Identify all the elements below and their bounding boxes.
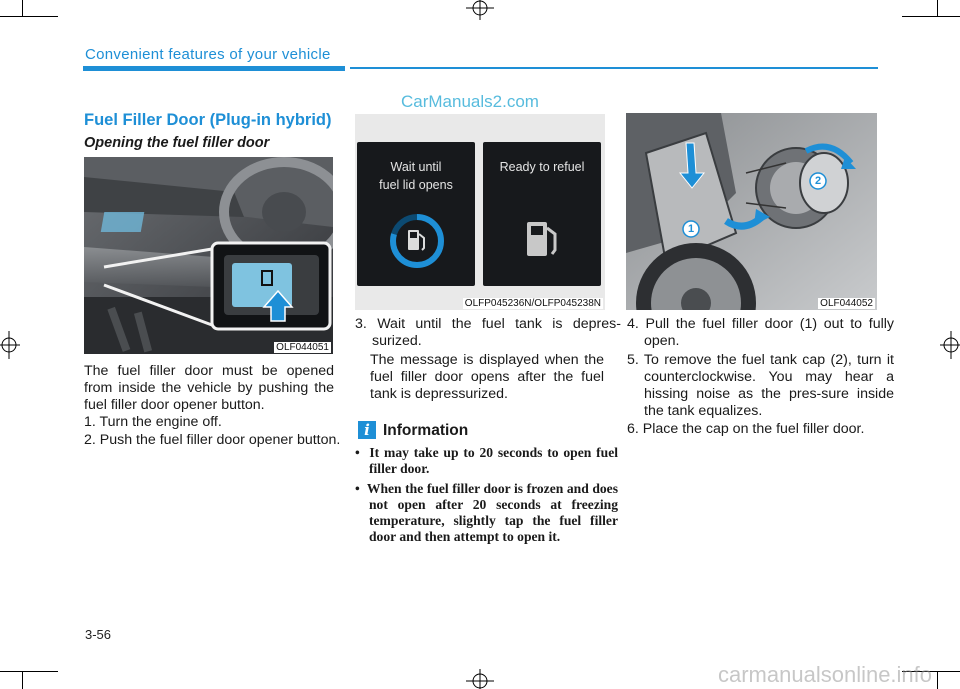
information-title: Information <box>383 422 469 439</box>
crop-mark <box>22 0 23 16</box>
section-subtitle: Opening the fuel filler door <box>84 135 270 151</box>
crop-mark <box>22 672 23 689</box>
callout-1: 1 <box>687 223 695 235</box>
bullet-mark: • <box>355 445 360 460</box>
registration-mark-top <box>462 0 498 20</box>
step-1: 1. Turn the engine off. <box>84 414 222 430</box>
chapter-header: Convenient features of your vehicle <box>85 46 331 63</box>
bullet-2-text: When the fuel filler door is frozen and does not open after 20 seconds at freezing temperature, slightly tap the fuel filler door and then attempt to open it. <box>366 481 618 544</box>
crop-mark <box>902 16 960 17</box>
panel-wait-line1: Wait until <box>390 160 442 174</box>
registration-mark-bottom <box>462 669 498 689</box>
panel-wait-line2: fuel lid opens <box>379 178 453 192</box>
crop-mark <box>0 16 58 17</box>
registration-mark-left <box>0 327 20 363</box>
watermark: CarManuals2.com <box>401 92 539 111</box>
fuel-door-illustration <box>626 113 877 310</box>
step-3: 3. Wait until the fuel tank is depres-surized. <box>355 316 621 349</box>
step-5: 5. To remove the fuel tank cap (2), turn it counterclockwise. You may hear a hissing noise as the pres-sure inside the tank equalizes. <box>627 352 894 419</box>
bullet-1-text: It may take up to 20 seconds to open fuel filler door. <box>369 445 619 476</box>
fuel-filler-door-photo <box>626 113 877 310</box>
figure-caption-right: OLF044052 <box>820 298 873 309</box>
step-2: 2. Push the fuel filler door opener button. <box>84 432 341 448</box>
dashboard-illustration <box>84 157 333 354</box>
panel-ready-text: Ready to refuel <box>499 160 585 174</box>
crop-mark <box>0 671 58 672</box>
callout-2: 2 <box>814 175 822 187</box>
information-icon: i <box>358 421 376 439</box>
figure-caption-left: OLF044051 <box>276 342 329 353</box>
info-bullet-2 <box>355 481 618 545</box>
intro-paragraph: The fuel filler door must be opened from inside the vehicle by pushing the fuel filler door opener button. <box>84 363 334 413</box>
info-bullet-1 <box>355 445 618 477</box>
crop-mark <box>937 672 938 689</box>
fuel-gauge-ring-icon <box>388 212 446 270</box>
fuel-pump-icon <box>525 216 561 260</box>
step-6: 6. Place the cap on the fuel filler door. <box>627 421 865 437</box>
header-rule-thick <box>83 66 345 71</box>
step-3-note: The message is displayed when the fuel filler door opens after the fuel tank is depressurized. <box>370 352 604 402</box>
cluster-message-figure <box>355 114 605 310</box>
bullet-mark: • <box>355 481 360 496</box>
footer-watermark: carmanualsonline.info <box>718 662 933 687</box>
registration-mark-right <box>940 327 960 363</box>
panel-ready <box>483 142 601 286</box>
step-4: 4. Pull the fuel filler door (1) out to fully open. <box>627 316 894 349</box>
header-rule-thin <box>350 67 878 69</box>
page-number: 3-56 <box>85 627 112 642</box>
panel-wait <box>357 142 475 286</box>
crop-mark <box>937 0 938 16</box>
dashboard-photo <box>84 157 333 354</box>
section-title: Fuel Filler Door (Plug-in hybrid) <box>84 111 332 129</box>
figure-caption-middle: OLFP045236N/OLFP045238N <box>464 298 601 309</box>
